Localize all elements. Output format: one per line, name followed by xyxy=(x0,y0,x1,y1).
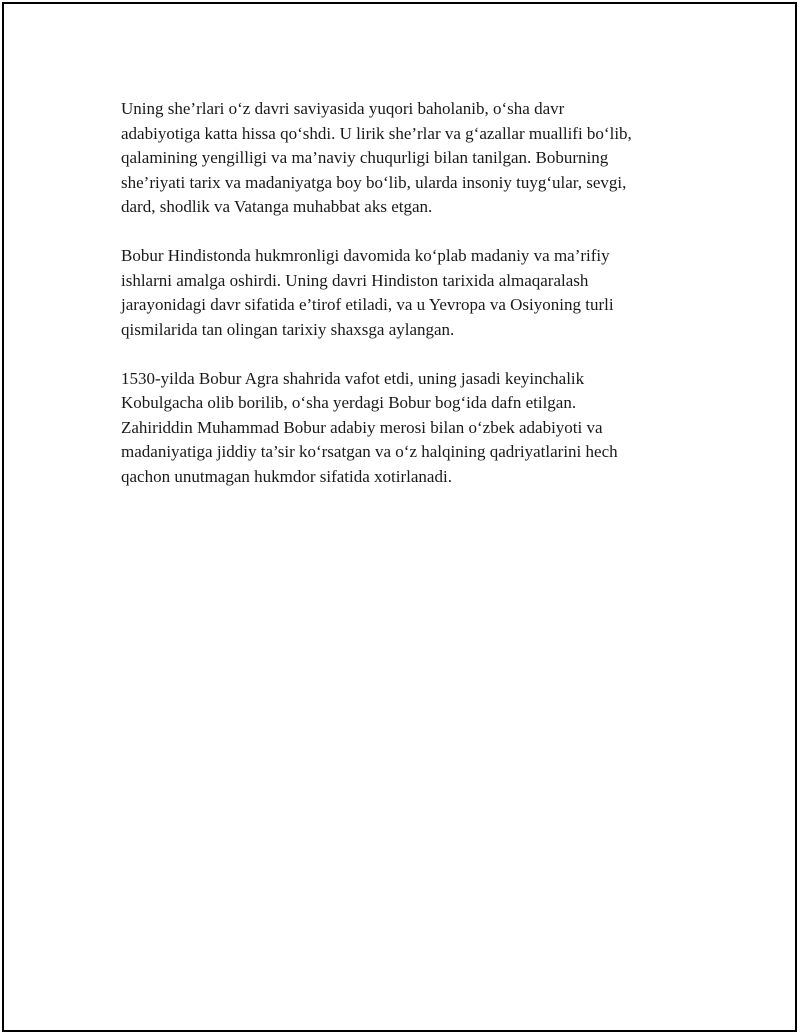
text-line: Zahiriddin Muhammad Bobur adabiy merosi bilan o‘zbek adabiyoti va xyxy=(121,417,603,437)
paragraph-1 xyxy=(121,97,681,220)
text-line: Kobulgacha olib borilib, o‘sha yerdagi Bobur bog‘ida dafn etilgan. xyxy=(121,393,577,412)
text-line: madaniyatiga jiddiy ta’sir ko‘rsatgan va o‘z halqining qadriyatlarini hech xyxy=(121,442,618,461)
text-line: qismilarida tan olingan tarixiy shaxsga aylangan. xyxy=(121,319,455,339)
text-line: she’riyati tarix va madaniyatga boy bo‘lib, ularda insoniy tuyg‘ular, sevgi, xyxy=(121,172,627,192)
text-line: Bobur Hindistonda hukmronligi davomida ko‘plab madaniy va ma’rifiy xyxy=(121,246,610,265)
text-line: qachon unutmagan hukmdor sifatida xotirlanadi. xyxy=(121,466,452,486)
text-line: dard, shodlik va Vatanga muhabbat aks etgan. xyxy=(121,197,433,216)
text-line: ishlarni amalga oshirdi. Uning davri Hindiston tarixida almaqaralash xyxy=(121,270,589,290)
text-line: qalamining yengilligi va ma’naviy chuqurligi bilan tanilgan. Boburning xyxy=(121,148,609,167)
text-line: 1530-yilda Bobur Agra shahrida vafot etdi, uning jasadi keyinchalik xyxy=(121,368,585,388)
text-line: Uning she’rlari o‘z davri saviyasida yuqori baholanib, o‘sha davr xyxy=(121,99,565,118)
text-line: jarayonidagi davr sifatida e’tirof etiladi, va u Yevropa va Osiyoning turli xyxy=(121,295,614,314)
text-line: adabiyotiga katta hissa qo‘shdi. U lirik she’rlar va g‘azallar muallifi bo‘lib, xyxy=(121,123,632,143)
paragraph-3 xyxy=(121,367,681,490)
page-border xyxy=(2,2,797,1032)
paragraph-2 xyxy=(121,244,681,342)
document-body xyxy=(121,97,681,514)
